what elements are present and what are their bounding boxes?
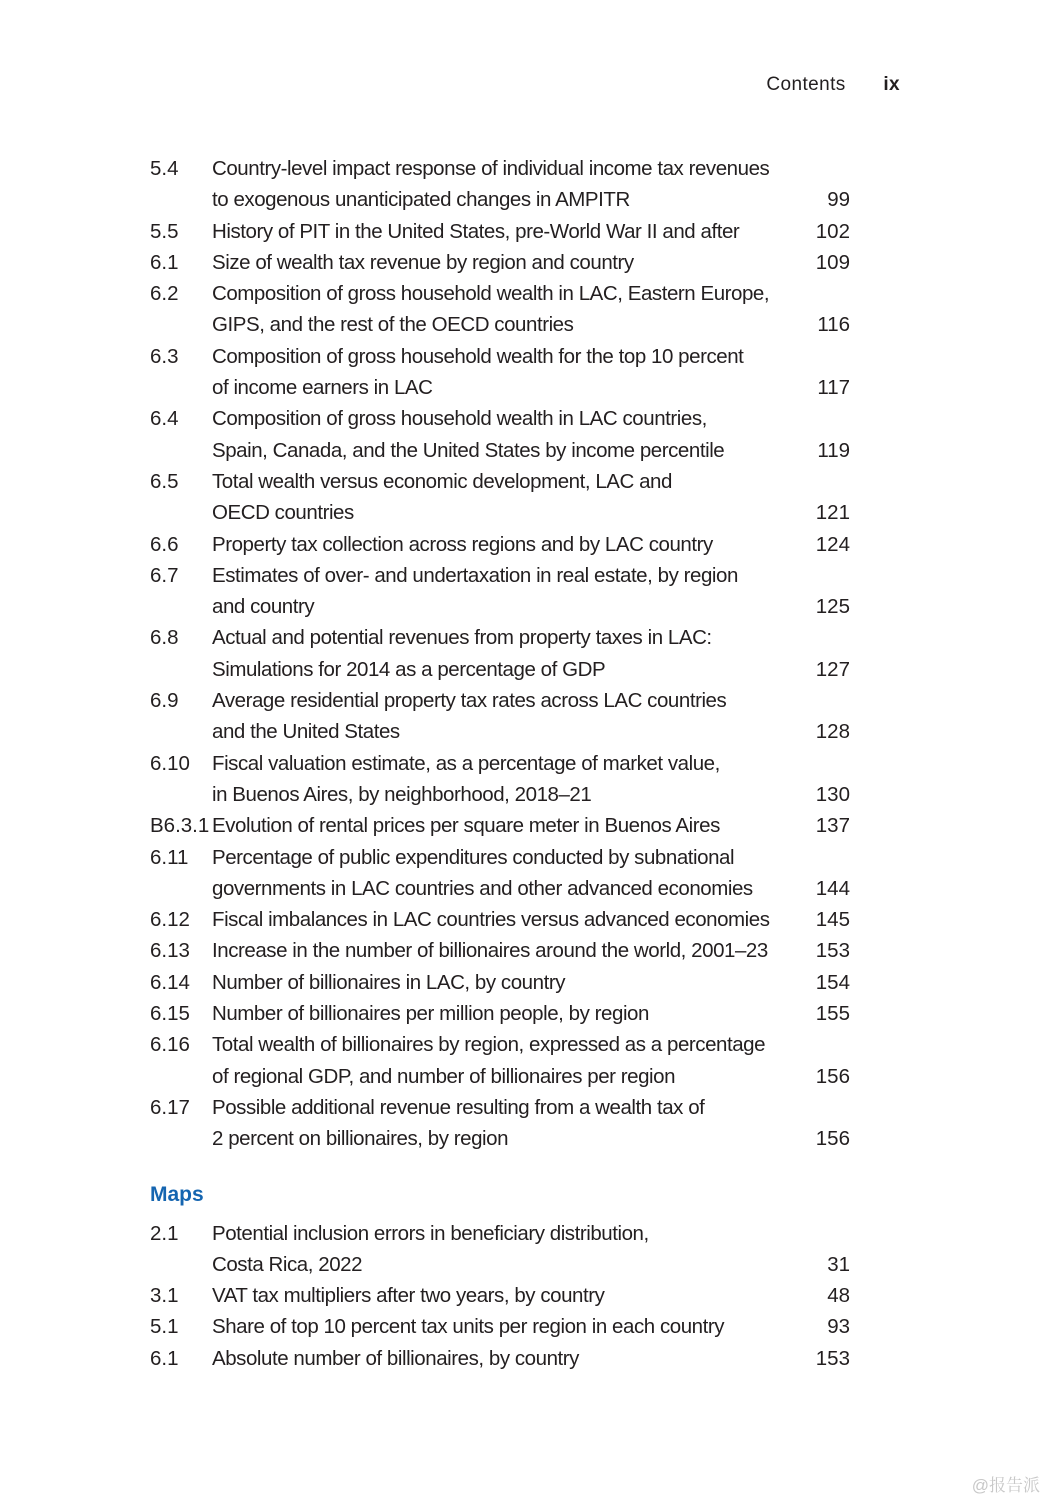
entry-title-line: and country	[212, 595, 315, 619]
entry-title-line: of regional GDP, and number of billionaires per region	[212, 1064, 676, 1088]
entry-title	[212, 1311, 806, 1342]
running-head	[766, 74, 900, 96]
entry-title	[212, 529, 806, 560]
entry-title-line: Average residential property tax rates across LAC countries	[212, 689, 727, 713]
toc-entry[interactable]	[150, 1311, 850, 1342]
toc-entry[interactable]	[150, 1029, 850, 1092]
entry-number: 6.11	[150, 845, 189, 869]
entry-number: B6.3.1	[150, 814, 210, 838]
entry-title-line: Composition of gross household wealth for the top 10 percent	[212, 344, 744, 368]
entry-page-number: 93	[827, 1315, 850, 1339]
toc-entry[interactable]	[150, 748, 850, 811]
entry-number: 5.4	[150, 157, 179, 180]
entry-number: 3.1	[150, 1284, 179, 1308]
entry-title-line: GIPS, and the rest of the OECD countries	[212, 313, 574, 337]
entry-title-line: Fiscal valuation estimate, as a percentage of market value,	[212, 751, 720, 775]
entry-title-line: Spain, Canada, and the United States by income percentile	[212, 438, 725, 462]
entry-title	[212, 403, 806, 466]
entry-title	[212, 685, 806, 748]
entry-number: 6.13	[150, 939, 190, 963]
entry-page-number: 156	[815, 1064, 850, 1088]
entry-title-line: Estimates of over- and undertaxation in real estate, by region	[212, 563, 738, 587]
entry-title	[212, 842, 806, 905]
toc-entry[interactable]	[150, 1218, 850, 1281]
toc-entry[interactable]	[150, 685, 850, 748]
entry-title	[212, 216, 806, 247]
entry-title-line: to exogenous unanticipated changes in AMPITR	[212, 188, 630, 212]
entry-title-line: Total wealth versus economic development, LAC and	[212, 469, 672, 493]
entry-page-number: 156	[815, 1127, 850, 1151]
entry-page-number: 154	[815, 970, 850, 994]
entry-title-line: VAT tax multipliers after two years, by country	[212, 1284, 605, 1308]
toc-entry[interactable]	[150, 341, 850, 404]
entry-page-number: 137	[815, 814, 850, 838]
entry-title	[212, 560, 806, 623]
entry-title-line: governments in LAC countries and other advanced economies	[212, 876, 753, 900]
entry-number: 6.16	[150, 1033, 190, 1057]
toc-entry[interactable]	[150, 1280, 850, 1311]
entry-title	[212, 247, 806, 278]
entry-number: 5.5	[150, 219, 179, 243]
entry-page-number: 153	[815, 939, 850, 963]
toc-entry[interactable]	[150, 278, 850, 341]
entry-title-line: 2 percent on billionaires, by region	[212, 1127, 509, 1151]
entry-title-line: Increase in the number of billionaires around the world, 2001–23	[212, 939, 768, 963]
entry-title-line: Potential inclusion errors in beneficiary distribution,	[212, 1221, 649, 1245]
entry-number: 6.4	[150, 407, 179, 431]
entry-page-number: 99	[827, 188, 850, 212]
entry-title-line: Property tax collection across regions and by LAC country	[212, 532, 713, 556]
entry-page-number: 144	[815, 876, 850, 900]
entry-title-line: Actual and potential revenues from property taxes in LAC:	[212, 626, 712, 650]
entry-title-line: in Buenos Aires, by neighborhood, 2018–21	[212, 782, 592, 806]
entry-number: 6.15	[150, 1002, 190, 1026]
entry-number: 6.5	[150, 469, 179, 493]
entry-page-number: 124	[815, 532, 850, 556]
entry-number: 6.8	[150, 626, 179, 650]
entry-title-line: of income earners in LAC	[212, 376, 433, 400]
entry-title-line: Evolution of rental prices per square meter in Buenos Aires	[212, 814, 720, 838]
toc-entry[interactable]	[150, 904, 850, 935]
entry-number: 6.3	[150, 344, 179, 368]
maps-section-heading: Maps	[150, 1182, 204, 1206]
toc-entry[interactable]	[150, 560, 850, 623]
entry-title-line: Absolute number of billionaires, by country	[212, 1346, 579, 1370]
entry-title-line: Total wealth of billionaires by region, expressed as a percentage	[212, 1033, 766, 1057]
toc-entry[interactable]	[150, 466, 850, 529]
entry-title-line: Fiscal imbalances in LAC countries versus advanced economies	[212, 908, 770, 932]
entry-number: 2.1	[150, 1221, 179, 1245]
entry-number: 6.9	[150, 689, 179, 713]
entry-number: 6.7	[150, 563, 179, 587]
toc-entry[interactable]	[150, 967, 850, 998]
page-number: ix	[883, 74, 900, 95]
entry-page-number: 116	[817, 313, 850, 337]
entry-page-number: 102	[815, 219, 850, 243]
entry-number: 6.6	[150, 532, 179, 556]
entry-number: 6.12	[150, 908, 190, 932]
entry-title-line: Number of billionaires per million people, by region	[212, 1002, 649, 1026]
toc-entry[interactable]	[150, 842, 850, 905]
figures-entries	[150, 153, 850, 1155]
entry-title-line: and the United States	[212, 720, 400, 744]
toc-entry[interactable]	[150, 1343, 850, 1374]
entry-title-line: Costa Rica, 2022	[212, 1252, 363, 1276]
toc-entry[interactable]	[150, 810, 850, 841]
watermark: @报告派	[971, 1476, 1040, 1495]
entry-page-number: 127	[815, 657, 850, 681]
toc-entry[interactable]	[150, 247, 850, 278]
toc-entry[interactable]	[150, 529, 850, 560]
entry-number: 5.1	[150, 1315, 179, 1339]
entry-title	[212, 998, 806, 1029]
entry-title-line: OECD countries	[212, 501, 354, 525]
entry-title	[212, 1280, 806, 1311]
toc-entry[interactable]	[150, 1092, 850, 1155]
entry-number: 6.2	[150, 282, 179, 306]
entry-title	[212, 466, 806, 529]
entry-title-line: Possible additional revenue resulting from a wealth tax of	[212, 1095, 705, 1119]
entry-title	[212, 341, 806, 404]
entry-page-number: 31	[827, 1252, 850, 1276]
entry-page-number: 153	[815, 1346, 850, 1370]
entry-number: 6.1	[150, 250, 179, 274]
toc-entry[interactable]	[150, 935, 850, 966]
entry-number: 6.10	[150, 751, 190, 775]
entry-page-number: 125	[815, 595, 850, 619]
entry-title-line: Simulations for 2014 as a percentage of GDP	[212, 657, 606, 681]
entry-title-line: Share of top 10 percent tax units per region in each country	[212, 1315, 725, 1339]
entry-title	[212, 904, 806, 935]
entry-title	[212, 278, 806, 341]
entry-title-line: History of PIT in the United States, pre-World War II and after	[212, 219, 740, 243]
entry-title	[212, 810, 806, 841]
entry-title-line: Number of billionaires in LAC, by country	[212, 970, 565, 994]
toc-entry[interactable]	[150, 216, 850, 247]
figures-list	[150, 153, 850, 1374]
entry-number: 6.1	[150, 1346, 179, 1370]
entry-title-line: Composition of gross household wealth in LAC, Eastern Europe,	[212, 282, 770, 306]
maps-entries	[150, 1218, 850, 1374]
entry-page-number: 117	[817, 376, 850, 400]
entry-page-number: 130	[815, 782, 850, 806]
entry-title-line: Size of wealth tax revenue by region and country	[212, 250, 634, 274]
entry-number: 6.14	[150, 970, 190, 994]
running-head-title: Contents	[766, 74, 846, 95]
entry-page-number: 48	[827, 1284, 850, 1308]
entry-title	[212, 153, 806, 216]
entry-page-number: 155	[815, 1002, 850, 1026]
entry-title	[212, 1218, 806, 1281]
entry-title-line: Percentage of public expenditures conducted by subnational	[212, 845, 735, 869]
entry-title	[212, 935, 806, 966]
toc-entry[interactable]	[150, 998, 850, 1029]
entry-title-line: Composition of gross household wealth in LAC countries,	[212, 407, 707, 431]
entry-page-number: 121	[815, 501, 850, 525]
entry-title	[212, 967, 806, 998]
entry-title	[212, 1092, 806, 1155]
entry-number: 6.17	[150, 1095, 190, 1119]
entry-page-number: 119	[817, 438, 850, 462]
entry-page-number: 145	[815, 908, 850, 932]
entry-title	[212, 748, 806, 811]
entry-title	[212, 1029, 806, 1092]
toc-entry[interactable]	[150, 622, 850, 685]
entry-page-number: 109	[815, 250, 850, 274]
toc-entry[interactable]	[150, 403, 850, 466]
entry-title	[212, 622, 806, 685]
entry-title-line: Country-level impact response of individual income tax revenues	[212, 157, 770, 180]
toc-entry[interactable]	[150, 153, 850, 216]
entry-title	[212, 1343, 806, 1374]
entry-page-number: 128	[815, 720, 850, 744]
